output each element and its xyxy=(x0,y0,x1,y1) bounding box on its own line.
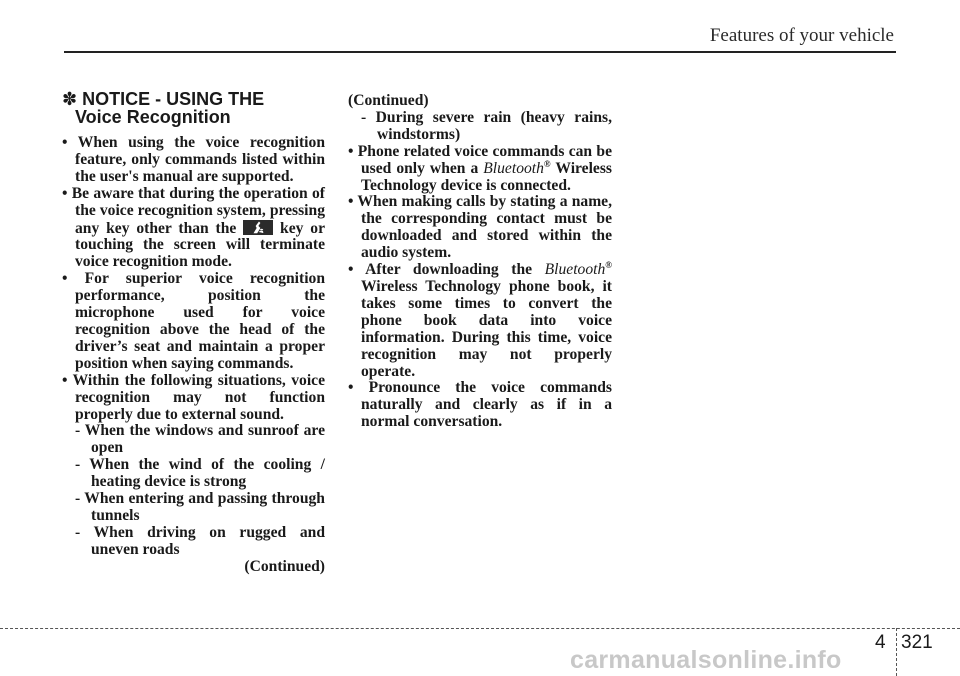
right-column xyxy=(348,93,612,431)
sub-list-item: - When the windows and sunroof are open xyxy=(75,422,325,457)
left-column xyxy=(62,90,325,576)
sub-list-item: - When entering and passing through tunnels xyxy=(75,490,325,524)
list-item: • After downloading the Bluetooth® Wireless Technology phone book, it takes some times to convert the phone book data into voice information. During this time, voice recognition may not properly operate. xyxy=(348,259,612,380)
notice-title-line2: Voice Recognition xyxy=(75,107,231,127)
footer-rule xyxy=(0,628,960,629)
page-header-title: Features of your vehicle xyxy=(709,25,894,46)
registered-mark: ® xyxy=(605,259,612,270)
list-item: • Pronounce the voice commands naturally and clearly as if in a normal conversation. xyxy=(348,379,612,431)
list-item: • Within the following situations, voice recognition may not function properly due to external sound. xyxy=(62,371,326,423)
watermark: carmanualsonline.info xyxy=(570,646,842,674)
bluetooth-label: Bluetooth xyxy=(483,159,544,177)
sub-list-item: - During severe rain (heavy rains, windstorms) xyxy=(361,108,612,143)
list-item: • When making calls by stating a name, the corresponding contact must be downloaded and stored within the audio system. xyxy=(348,193,613,262)
registered-mark: ® xyxy=(543,158,551,169)
bluetooth-label: Bluetooth xyxy=(544,261,606,279)
list-item: • When using the voice recognition feature, only commands listed within the user's manual are supported. xyxy=(62,134,325,185)
sub-list-item: - When the wind of the cooling / heating device is strong xyxy=(75,456,325,491)
notice-title-line1: NOTICE - USING THE xyxy=(82,89,265,109)
continued-label: (Continued) xyxy=(244,557,325,575)
page-number: 321 xyxy=(901,632,933,653)
sub-list-item: - When driving on rugged and uneven roads xyxy=(75,523,325,558)
list-item: • Phone related voice commands can be used only when a Bluetooth® Wireless Technology device is connected. xyxy=(348,142,613,194)
footer-divider xyxy=(896,628,897,676)
list-item: • Be aware that during the operation of the voice recognition system, pressing any key other than the key or touching the screen will terminate voice recognition mode. xyxy=(62,184,325,271)
voice-key-icon xyxy=(243,220,273,235)
notice-heading xyxy=(62,90,325,126)
list-item: • For superior voice recognition performance, position the microphone used for voice recognition above the head of the driver’s seat and maintain a proper position when saying commands. xyxy=(62,270,325,372)
continued-label: (Continued) xyxy=(348,92,429,109)
chapter-number: 4 xyxy=(875,632,886,653)
header-rule xyxy=(64,51,896,53)
notice-star-icon: ✽ xyxy=(62,89,78,109)
